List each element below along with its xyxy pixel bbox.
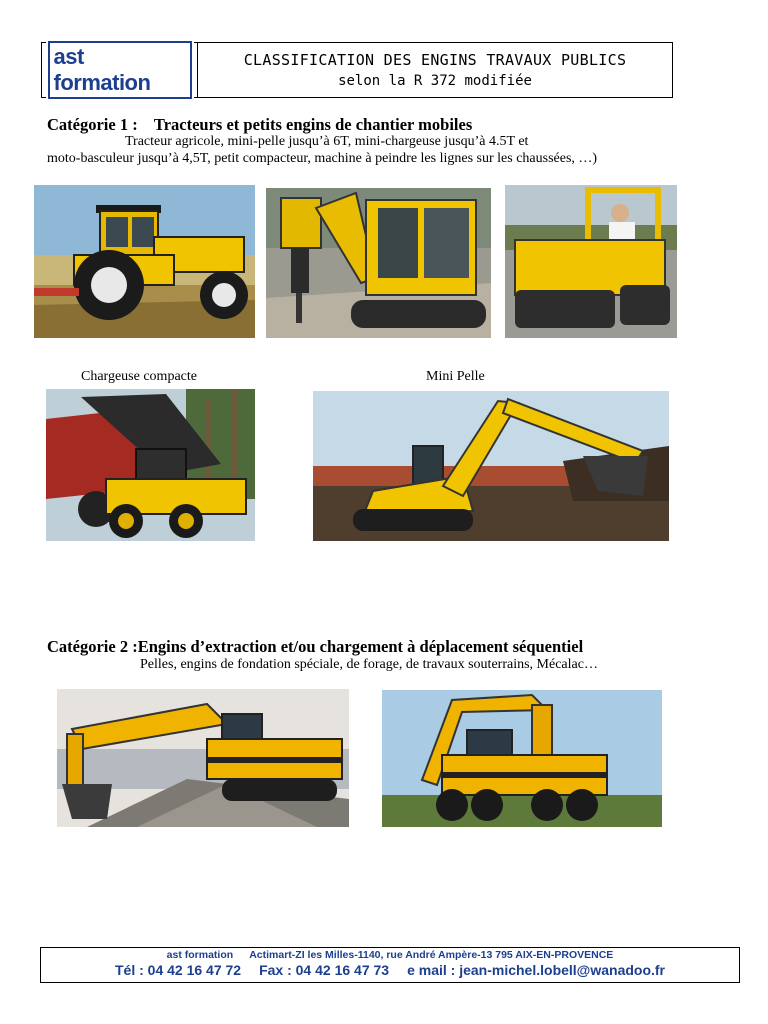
title-cell bbox=[198, 43, 672, 97]
logo-text: ast formation bbox=[48, 41, 192, 99]
footer-contact-line bbox=[41, 962, 739, 978]
tractor-photo bbox=[34, 185, 255, 338]
document-title: CLASSIFICATION DES ENGINS TRAVAUX PUBLICS bbox=[243, 51, 627, 69]
footer-fax: Fax : 04 42 16 47 73 bbox=[259, 962, 390, 978]
caption-mini-pelle: Mini Pelle bbox=[426, 369, 485, 384]
footer-address-line bbox=[41, 949, 739, 961]
category2-desc: Pelles, engins de fondation spéciale, de forage, de travaux souterrains, Mécalac… bbox=[140, 657, 598, 672]
category1-desc-line2: moto-basculeur jusqu’à 4,5T, petit compacteur, machine à peindre les lignes sur les chaussées, …) bbox=[47, 151, 598, 166]
footer-email: e mail : jean-michel.lobell@wanadoo.fr bbox=[407, 962, 666, 978]
category1-desc-line1: Tracteur agricole, mini-pelle jusqu’à 6T, mini-chargeuse jusqu’à 4.5T et bbox=[125, 134, 529, 149]
category1-title: Catégorie 1 : Tracteurs et petits engins de chantier mobiles bbox=[47, 115, 473, 134]
tracked-excavator-photo bbox=[57, 689, 349, 827]
compactor-photo bbox=[505, 185, 677, 338]
footer-company: ast formation bbox=[166, 949, 234, 961]
document-subtitle: selon la R 372 modifiée bbox=[338, 73, 532, 89]
category2-title: Catégorie 2 :Engins d’extraction et/ou chargement à déplacement séquentiel bbox=[47, 637, 584, 656]
document-footer bbox=[40, 947, 740, 983]
document-header bbox=[41, 42, 673, 98]
logo-cell bbox=[42, 43, 198, 97]
mini-excavator-hammer-photo bbox=[266, 188, 491, 338]
compact-loader-photo bbox=[46, 389, 255, 541]
footer-address: Actimart-ZI les Milles-1140, rue André Ampère-13 795 AIX-EN-PROVENCE bbox=[249, 949, 614, 961]
ast-formation-logo bbox=[46, 44, 194, 95]
wheeled-excavator-photo bbox=[382, 690, 662, 827]
caption-chargeuse-compacte: Chargeuse compacte bbox=[81, 369, 197, 384]
mini-pelle-photo bbox=[313, 391, 669, 541]
footer-tel: Tél : 04 42 16 47 72 bbox=[114, 962, 242, 978]
